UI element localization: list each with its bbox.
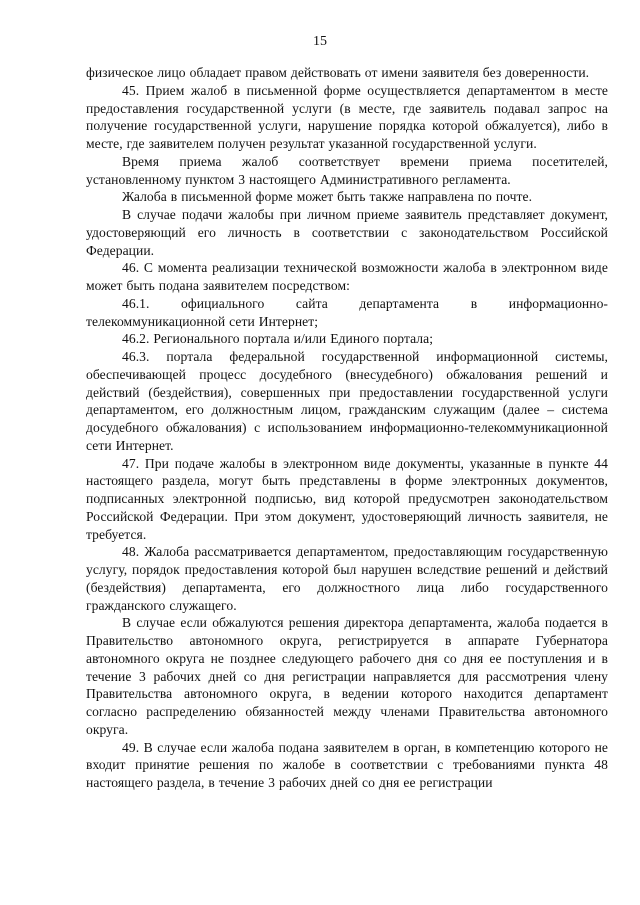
paragraph-item-47: 47. При подаче жалобы в электронном виде документы, указанные в пункте 44 настоящего раздела, могут быть представлены в форме электронных документов, подписанных электронной подписью, вид которой предусмотрен законодательством Российской Федерации. При этом документ, удостоверяющий личность заявителя, не требуется. [86, 455, 608, 542]
document-body [86, 64, 608, 792]
paragraph-reception-time: Время приема жалоб соответствует времени приема посетителей, установленному пунктом 3 настоящего Административного регламента. [86, 153, 608, 187]
paragraph-director-complaint: В случае если обжалуются решения директора департамента, жалоба подается в Правительство автономного округа, регистрируется в аппарате Губернатора автономного округа не позднее следующего рабочего дня со дня ее поступления и в течение 3 рабочих дней со дня регистрации направляется для рассмотрения члену Правительства автономного округа, в ведении которого находится департамент согласно распределению обязанностей между членами Правительства автономного округа. [86, 615, 608, 737]
paragraph-item-49: 49. В случае если жалоба подана заявителем в орган, в компетенцию которого не входит принятие решения по жалобе в соответствии с требованиями пункта 48 настоящего раздела, в течение 3 рабочих дней со дня ее регистрации [86, 739, 608, 790]
paragraph-item-46-3: 46.3. портала федеральной государственной информационной системы, обеспечивающей процесс досудебного (внесудебного) обжалования решений и действий (бездействия), совершенных при предоставлении государственной услуги департаментом, его должностным лицом, гражданским служащим (далее – система досудебного обжалования) с использованием информационно-телекоммуникационной сети Интернет. [86, 349, 608, 453]
paragraph-item-48: 48. Жалоба рассматривается департаментом, предоставляющим государственную услугу, порядок предоставления которой был нарушен вследствие решений и действий (бездействия) департамента, его должностного лица либо государственного гражданского служащего. [86, 544, 608, 613]
page-number: 15 [313, 34, 327, 49]
paragraph-item-45: 45. Прием жалоб в письменной форме осуществляется департаментом в месте предоставления государственной услуги (в месте, где заявитель подавал запрос на получение государственной услуги, нарушение порядка которой обжалуется), либо в месте, где заявителем получен результат указанной государственной услуги. [86, 82, 608, 151]
paragraph-item-46: 46. С момента реализации технической возможности жалоба в электронном виде может быть подана заявителем посредством: [86, 260, 608, 293]
paragraph-item-46-1: 46.1. официального сайта департамента в информационно-телекоммуникационной сети Интернет; [86, 295, 608, 329]
paragraph-personal-reception: В случае подачи жалобы при личном приеме заявитель представляет документ, удостоверяющий его личность в соответствии с законодательством Российской Федерации. [86, 207, 608, 258]
paragraph-continuation: физическое лицо обладает правом действовать от имени заявителя без доверенности. [86, 65, 590, 80]
paragraph-mail-submission: Жалоба в письменной форме может быть также направлена по почте. [122, 189, 533, 205]
paragraph-item-46-2: 46.2. Регионального портала и/или Единого портала; [122, 331, 434, 347]
